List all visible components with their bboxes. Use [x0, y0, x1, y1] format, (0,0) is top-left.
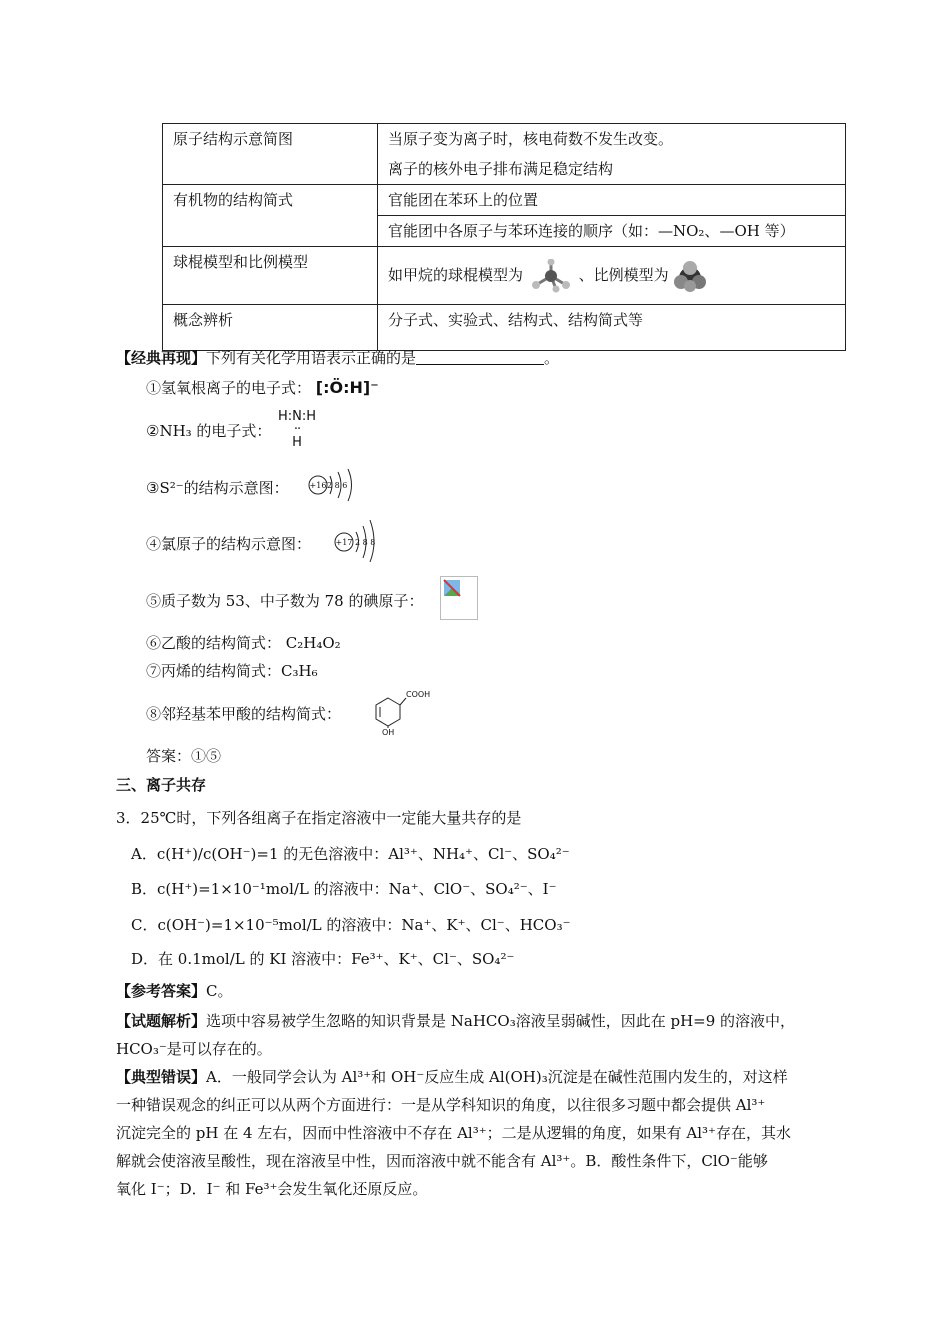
row-line: 分子式、实验式、结构式、结构简式等 [378, 305, 846, 351]
error-line-5: 氧化 I⁻；D．I⁻ 和 Fe³⁺会发生氧化还原反应。 [116, 1180, 428, 1198]
analysis-tag: 【试题解析】 [116, 1012, 207, 1030]
nh3-electron-formula [278, 410, 316, 449]
cooh-label: COOH [406, 690, 431, 699]
error-line-1 [116, 1066, 788, 1087]
item-text: ④氯原子的结构示意图： [146, 535, 312, 553]
question-3: 3．25℃时，下列各组离子在指定溶液中一定能大量共存的是 [116, 809, 522, 827]
chlorine-atom-structure-diagram [332, 516, 384, 562]
hydroxybenzoic-acid-structure [370, 684, 436, 736]
row-line: 官能团在苯环上的位置 [378, 185, 846, 216]
answer-blank [416, 348, 544, 365]
ref-text: C。 [206, 982, 233, 1000]
classic-question-text: 下列有关化学用语表示正确的是 [206, 349, 417, 367]
error-line-3: 沉淀完全的 pH 在 4 左右，因而中性溶液中不存在 Al³⁺；二是从逻辑的角度，如果有 Al³⁺存在，其水 [116, 1124, 791, 1142]
row-content [378, 247, 846, 305]
row-line: 官能团中各原子与苯环连接的顺序（如：—NO₂、—OH 等） [378, 216, 846, 247]
nh3-top: H:N:H [278, 409, 317, 424]
ball-stick-model-icon [528, 259, 574, 293]
nh3-bottom: H [292, 435, 302, 450]
item-8 [146, 703, 341, 724]
error-tag: 【典型错误】 [116, 1068, 207, 1086]
table-row [163, 124, 846, 185]
oh-label: OH [382, 728, 395, 736]
classic-end: 。 [544, 349, 560, 367]
item-text: ③S²⁻的结构示意图： [146, 479, 289, 497]
row-text: 、比例模型为 [578, 265, 669, 284]
item-text: ②NH₃ 的电子式： [146, 422, 272, 440]
item-3 [146, 477, 289, 498]
item-5 [146, 590, 423, 611]
sulfide-ion-structure-diagram [306, 464, 362, 504]
item-6 [146, 632, 341, 653]
section-heading: 三、离子共存 [116, 776, 207, 794]
error-line-2: 一种错误观念的纠正可以从两个方面进行：一是从学科知识的角度，以往很多习题中都会提供 Al³⁺ [116, 1096, 766, 1114]
row-label: 概念辨析 [163, 305, 378, 351]
analysis-line-2: HCO₃⁻是可以存在的。 [116, 1040, 272, 1058]
analysis-text: 选项中容易被学生忽略的知识背景是 NaHCO₃溶液呈弱碱性，因此在 pH=9 的溶液中， [206, 1012, 796, 1030]
s-shell-label: 2 8 6 [327, 481, 348, 490]
s-nucleus-label: +16 [309, 481, 327, 490]
broken-image-icon [440, 576, 478, 620]
table-row [163, 185, 846, 216]
row-label: 原子结构示意简图 [163, 124, 378, 185]
item-1 [146, 377, 379, 398]
item-text: ⑦丙烯的结构简式：C₃H₆ [146, 662, 318, 680]
option-d: D．在 0.1mol/L 的 KI 溶液中：Fe³⁺、K⁺、Cl⁻、SO₄²⁻ [131, 950, 515, 968]
cl-shell-label: 2 8 8 [355, 538, 376, 547]
concept-table [162, 123, 846, 351]
row-line: 离子的核外电子排布满足稳定结构 [388, 160, 614, 178]
nh3-dots: ·· [293, 422, 301, 437]
row-label: 球棍模型和比例模型 [163, 247, 378, 305]
table-row [163, 247, 846, 305]
item-text: ⑧邻羟基苯甲酸的结构简式： [146, 705, 342, 723]
space-filling-model-icon [673, 260, 707, 292]
row-content [378, 124, 846, 185]
item-7 [146, 660, 318, 681]
reference-answer [116, 980, 233, 1001]
error-line-4: 解就会使溶液呈酸性，现在溶液呈中性，因而溶液中就不能含有 Al³⁺。B．酸性条件下，ClO⁻能够 [116, 1152, 768, 1170]
row-line: 当原子变为离子时，核电荷数不发生改变。 [388, 130, 674, 148]
table-row [163, 305, 846, 351]
answer-line: 答案：①⑤ [146, 747, 222, 765]
analysis-line-1 [116, 1010, 795, 1031]
item-text: ①氢氧根离子的电子式： [146, 379, 312, 397]
classic-tag: 【经典再现】 [116, 349, 207, 367]
error-text: A．一般同学会认为 Al³⁺和 OH⁻反应生成 Al(OH)₃沉淀是在碱性范围内发生的，对这样 [206, 1068, 788, 1086]
option-c: C．c(OH⁻)=1×10⁻⁵mol/L 的溶液中：Na⁺、K⁺、Cl⁻、HCO₃⁻ [131, 916, 571, 934]
item-text: ⑤质子数为 53、中子数为 78 的碘原子： [146, 592, 424, 610]
item-4 [146, 533, 311, 554]
row-text: 如甲烷的球棍模型为 [388, 265, 524, 284]
item-2 [146, 420, 271, 441]
cl-nucleus-label: +17 [335, 538, 353, 547]
ref-tag: 【参考答案】 [116, 982, 207, 1000]
row-label: 有机物的结构简式 [163, 185, 378, 247]
option-a: A．c(H⁺)/c(OH⁻)=1 的无色溶液中：Al³⁺、NH₄⁺、Cl⁻、SO₄²⁻ [131, 845, 570, 863]
classic-question [116, 347, 559, 368]
option-b: B．c(H⁺)=1×10⁻¹mol/L 的溶液中：Na⁺、ClO⁻、SO₄²⁻、I⁻ [131, 880, 557, 898]
hydroxide-electron-formula: [:Ö:H]⁻ [315, 378, 379, 397]
item-text: ⑥乙酸的结构简式： C₂H₄O₂ [146, 634, 341, 652]
